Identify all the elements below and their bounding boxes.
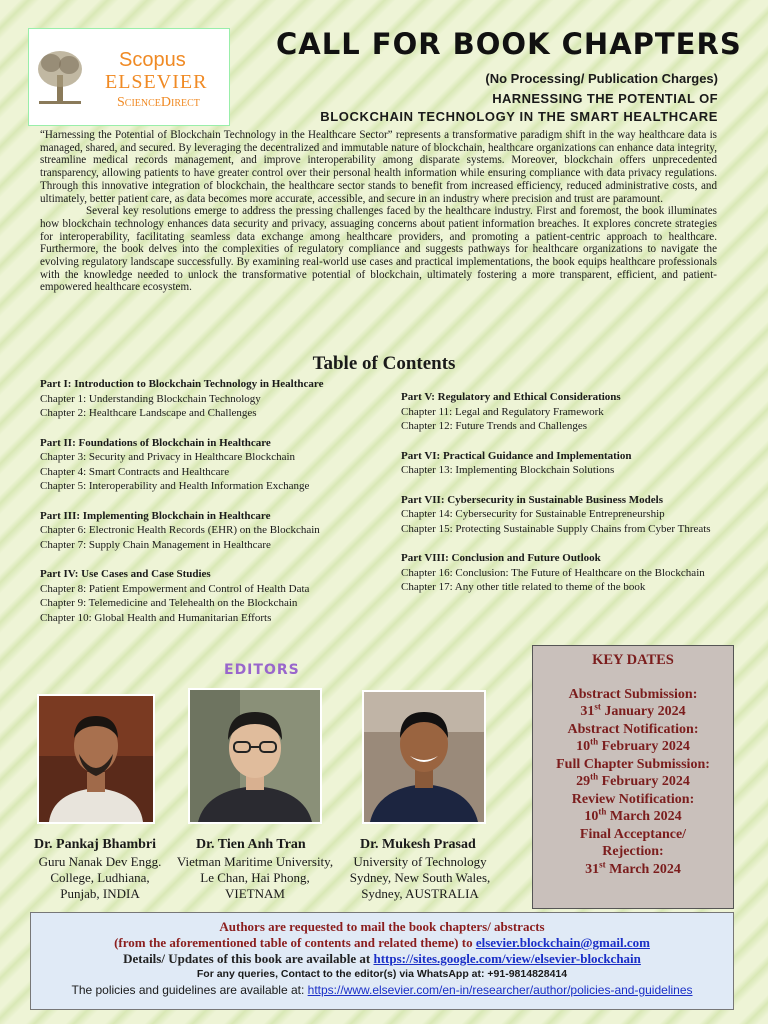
editor-affiliation: Sydney, AUSTRALIA: [361, 886, 479, 901]
editor-affiliation: Guru Nanak Dev Engg.: [38, 854, 162, 869]
key-date-label: Review Notification:: [571, 791, 695, 807]
editor-affiliation: University of Technology: [353, 854, 487, 869]
chapter-item: Chapter 16: Conclusion: The Future of Healthcare on the Blockchain: [401, 566, 705, 579]
editor-name: Dr. Tien Anh Tran: [196, 837, 306, 852]
sciencedirect-wordmark: ScienceDirect: [117, 95, 200, 110]
charges-note: (No Processing/ Publication Charges): [485, 71, 718, 86]
key-date-label: Abstract Notification:: [567, 721, 699, 737]
chapter-item: Chapter 2: Healthcare Landscape and Challenges: [40, 407, 257, 419]
editor-photo: [362, 690, 486, 824]
person-photo-icon: [190, 690, 320, 822]
part-title: Part II: Foundations of Blockchain in Healthcare: [40, 436, 271, 449]
editor-photo: [37, 694, 155, 824]
policies-line: The policies and guidelines are available at: https://www.elsevier.com/en-in/researcher/author/policies-and-guidelines: [71, 983, 693, 997]
book-title-line2: BLOCKCHAIN TECHNOLOGY IN THE SMART HEALTHCARE: [320, 109, 718, 124]
website-link[interactable]: https://sites.google.com/view/elsevier-blockchain: [373, 951, 641, 966]
intro-paragraph: Several key resolutions emerge to address the pressing challenges faced by the healthcare industry. First and foremost, the book illuminates how blockchain technology enhances data security and privacy, assuaging concerns about patient information breaches. It explores concrete strategies for interoperability, facilitating seamless data exchange among healthcare providers, and promoting a patient-centric approach to healthcare. Furthermore, the book delves into the complexities of regulatory compliance and suggests pathways for healthcare organizations to navigate the evolving regulatory landscape successfully. By examining real-world use cases and practical implementations, the book equips healthcare professionals with the knowledge needed to unlock the transformative potential of blockchain, ultimately fostering a more transparent, efficient, and patient-empowered healthcare ecosystem.: [40, 205, 717, 294]
key-date-value: 31st March 2024: [585, 858, 681, 877]
toc-part: [40, 567, 356, 625]
editors-heading: EDITORS: [224, 662, 300, 678]
part-title: Part III: Implementing Blockchain in Healthcare: [40, 509, 271, 522]
toc-part: [40, 509, 356, 553]
elsevier-tree-icon: [35, 47, 85, 107]
part-title: Part VII: Cybersecurity in Sustainable Business Models: [401, 493, 663, 506]
person-photo-icon: [364, 692, 484, 822]
editor-affiliation: Vietman Maritime University,: [176, 854, 334, 869]
key-date-value: 29th February 2024: [576, 771, 690, 789]
editor-name: Dr. Mukesh Prasad: [360, 837, 476, 852]
chapter-item: Chapter 5: Interoperability and Health Information Exchange: [40, 480, 310, 492]
publisher-logo: [28, 28, 230, 126]
key-dates-box: [532, 645, 734, 909]
policies-link[interactable]: https://www.elsevier.com/en-in/researcher/author/policies-and-guidelines: [307, 983, 693, 997]
key-dates-heading: KEY DATES: [592, 652, 674, 668]
toc-part: [401, 551, 717, 595]
chapter-item: Chapter 7: Supply Chain Management in Healthcare: [40, 538, 271, 551]
editor-photo: [188, 688, 322, 824]
chapter-item: Chapter 12: Future Trends and Challenges: [401, 420, 588, 432]
toc-left-column: [40, 377, 356, 625]
chapter-item: Chapter 1: Understanding Blockchain Technology: [40, 392, 261, 405]
key-date-label: Final Acceptance/ Rejection:: [579, 826, 687, 859]
editor-affiliation: VIETNAM: [225, 886, 285, 901]
chapter-item: Chapter 13: Implementing Blockchain Solutions: [401, 464, 615, 476]
scopus-wordmark: Scopus: [119, 49, 186, 71]
chapter-item: Chapter 17: Any other title related to theme of the book: [401, 581, 646, 593]
chapter-item: Chapter 6: Electronic Health Records (EHR) on the Blockchain: [40, 524, 320, 536]
chapter-item: Chapter 10: Global Health and Humanitarian Efforts: [40, 611, 272, 624]
toc-part: [401, 390, 717, 434]
editor-affiliation: College, Ludhiana,: [50, 870, 150, 885]
submission-request: Authors are requested to mail the book chapters/ abstracts: [219, 919, 545, 934]
part-title: Part V: Regulatory and Ethical Considerations: [401, 391, 621, 403]
editor-affiliation: Sydney, New South Wales,: [349, 870, 491, 885]
chapter-item: Chapter 15: Protecting Sustainable Supply Chains from Cyber Threats: [401, 522, 711, 535]
editor-affiliation: Punjab, INDIA: [60, 886, 140, 901]
details-line: Details/ Updates of this book are available at https://sites.google.com/view/elsevier-blockchain: [123, 951, 641, 966]
book-title-line1: HARNESSING THE POTENTIAL OF: [492, 91, 718, 106]
chapter-item: Chapter 3: Security and Privacy in Healthcare Blockchain: [40, 451, 296, 463]
toc-heading: Table of Contents: [312, 353, 456, 374]
chapter-item: Chapter 8: Patient Empowerment and Control of Health Data: [40, 582, 310, 595]
key-date-value: 10th February 2024: [576, 736, 690, 754]
chapter-item: Chapter 14: Cybersecurity for Sustainable Entrepreneurship: [401, 508, 665, 520]
page-title: CALL FOR BOOK CHAPTERS: [276, 27, 742, 61]
whatsapp-contact: For any queries, Contact to the editor(s) via WhatsApp at: +91-9814828414: [196, 968, 568, 980]
intro-text: [40, 129, 717, 294]
part-title: Part VI: Practical Guidance and Implementation: [401, 449, 632, 462]
email-link[interactable]: elsevier.blockchain@gmail.com: [475, 935, 650, 950]
key-date-label: Full Chapter Submission:: [556, 756, 710, 772]
toc-part: [401, 449, 717, 478]
toc-part: [401, 493, 717, 537]
chapter-item: Chapter 4: Smart Contracts and Healthcare: [40, 465, 230, 478]
key-date-value: 31st January 2024: [580, 701, 686, 719]
submission-email-line: (from the aforementioned table of contents and related theme) to elsevier.blockchain@gmail.com: [114, 935, 650, 950]
elsevier-wordmark: ELSEVIER: [105, 71, 208, 93]
person-photo-icon: [39, 696, 153, 822]
key-date-label: Abstract Submission:: [568, 686, 698, 702]
part-title: Part VIII: Conclusion and Future Outlook: [401, 552, 601, 564]
toc-right-column: [401, 390, 717, 595]
toc-part: [40, 436, 356, 494]
toc-part: [40, 377, 356, 421]
submission-info-box: [30, 912, 734, 1010]
part-title: Part I: Introduction to Blockchain Technology in Healthcare: [40, 378, 324, 390]
chapter-item: Chapter 11: Legal and Regulatory Framework: [401, 405, 604, 418]
chapter-item: Chapter 9: Telemedicine and Telehealth on the Blockchain: [40, 597, 298, 609]
intro-paragraph: “Harnessing the Potential of Blockchain Technology in the Healthcare Sector” represents a transformative paradigm shift in the way healthcare data is managed, shared, and secured. By leveraging the decentralized and immutable nature of blockchain, healthcare organizations can enhance data integrity, streamline medical records management, and improve interoperability among disparate systems. Moreover, blockchain offers unprecedented transparency, allowing patients to have greater control over their personal health information while ensuring compliance with data privacy regulations. Through this innovative integration of blockchain, the healthcare sector stands to benefit from increased efficiency, reduced administrative costs, and ultimately, better patient care, as data becomes more accurate, accessible, and secure in an industry where precision and trust are paramount.: [40, 129, 717, 205]
part-title: Part IV: Use Cases and Case Studies: [40, 568, 211, 580]
editor-name: Dr. Pankaj Bhambri: [34, 837, 157, 852]
editor-affiliation: Le Chan, Hai Phong,: [200, 870, 310, 885]
key-date-value: 10th March 2024: [584, 806, 682, 824]
